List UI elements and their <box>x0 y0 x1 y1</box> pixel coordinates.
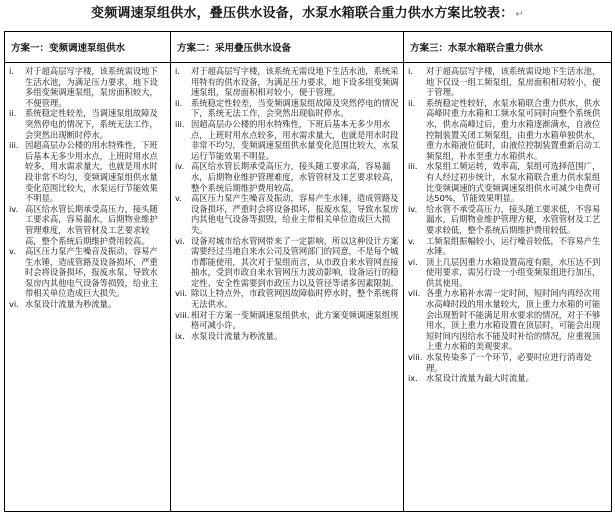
header-cell-plan-1 <box>5 32 171 63</box>
item-number: i. <box>175 66 180 76</box>
content-cell-plan-3 <box>404 63 612 512</box>
item-text: 系统稳定性较差，当调速泵组故障及突然停电的情况下，系统无法工作，会突然出现断时停水。 <box>25 108 158 140</box>
content-cell-plan-2 <box>171 63 404 512</box>
item-text: 系统稳定性较好，水泵水箱联合重力供水，供水高峰时重力水箱和工频水泵可同时向整个系统供水，供水高峰过后，重力水箱逐渐满水，自液位控制装置关闭工频泵组，由重力水箱单独供水，重力水箱液位低时，由液位控制装置重新启动工频泵组，补水至重力水箱供水。 <box>426 97 601 161</box>
header-plan-2: 方案二：采用叠压供水设备 <box>177 43 292 54</box>
list-item <box>175 161 399 193</box>
item-number: v. <box>408 235 415 246</box>
list-item <box>175 331 399 342</box>
list-item <box>408 66 607 98</box>
item-text: 高区给水管长期承受高压力，接头随工要求高，容易漏水，后期物业维护管理难度，水管管材及工艺要求较高，整个系统后期维护费用较高。 <box>191 161 399 193</box>
content-cell-plan-1 <box>5 63 171 512</box>
item-text: 水泵组工频运转，效率高，泵组可选择范围广，有人经过初步统计，水泵水箱联合重力供水泵组比变频调速的式变频调速泵组供水可减少电费可达50%，节能效果明显。 <box>426 161 601 204</box>
list-item <box>408 204 607 236</box>
list-item <box>408 98 607 162</box>
item-text: 工频泵组振幅较小，运行噪音较低，不容易产生水锤。 <box>426 235 601 257</box>
item-number: ii. <box>175 97 183 108</box>
item-text: 因超高层办公楼的用水特殊性，下班后基本无多少用水点，上班时用水点较多，用水需求量大，也就是用水时段非常不均匀，变频调速泵组供水量变化范围比较大，水泵运行节能效果不明显。 <box>25 140 158 204</box>
item-text: 设备对城市给水管网带来了一定影响，所以这种设计方案需要经过当地自来水公司及管网部门的同意，不是每个城市都能使用，其次对于泵组而言，从市政自来水管网直接抽水，受到市政自来水管网压力波动影响，设备运行的稳定性、安全性需要到市政压力以及管径等诸多因素限制。 <box>191 235 399 288</box>
item-number: i. <box>9 66 14 76</box>
item-number: iv. <box>175 161 185 172</box>
item-number: ii. <box>9 108 17 119</box>
item-number: vi. <box>9 299 19 310</box>
list-item <box>9 66 166 108</box>
item-text: 水泵设计流量为秒流量。 <box>25 299 117 310</box>
item-number: v. <box>175 193 182 204</box>
list-item <box>408 257 607 289</box>
list-item <box>9 299 166 310</box>
list-item <box>9 140 166 204</box>
list-item <box>408 161 607 203</box>
item-number: v. <box>9 246 16 257</box>
item-number: vi. <box>175 235 185 246</box>
item-number: iii. <box>9 140 19 151</box>
item-text: 高区压力泵产生噪音及振动，容易产生水锤，造成管路及设备损坏，严重时会将设备损坏，报废水泵，导致水泵房内其他电气设备等损毁，给业主带相关单位造成巨大损失。 <box>25 246 158 299</box>
item-text: 水泵设计流量为最大时流量。 <box>426 373 534 384</box>
header-cell-plan-2 <box>171 32 404 63</box>
item-number: ix. <box>408 373 418 384</box>
item-number: iv. <box>9 203 19 214</box>
list-item <box>9 246 166 299</box>
item-number: viii. <box>175 309 190 320</box>
item-number: viii. <box>408 352 423 363</box>
item-text: 高区给水管长期承受高压力，接头随工要求高，容易漏水，后期物业维护管理难度，水管管材及工艺要求较高，整个系统后期维护费用较高。 <box>25 203 158 246</box>
header-plan-1: 方案一：变频调速泵组供水 <box>11 43 126 54</box>
list-item <box>9 204 166 246</box>
item-text: 对于超高层写字楼，该系统需设地下生活水池，为满足压力要求，地下设多组变频调速泵组，泵房面积较大，不便管理。 <box>25 66 158 108</box>
list-item <box>175 193 399 235</box>
item-text: 给水管不承受高压力，接头随工要求低，不容易漏水，后期物业维护管理方便，水管管材及工艺要求较低，整个系统后期维护费用较低。 <box>426 203 601 235</box>
header-row <box>5 32 612 63</box>
item-text: 因超高层办公楼的用水特殊性，下班后基本无多少用水点，上班时用水点较多，用水需求量大，也就是用水时段非常不均匀，变频调速泵组供水量变化范围比较大，水泵运行节能效果不明显。 <box>191 118 399 161</box>
item-number: ii. <box>408 97 416 108</box>
item-text: 顶上几层因重力水箱设置高度有限，水压达不到使用要求，需另行设一小组变频泵组进行加压，供其使用。 <box>426 256 601 288</box>
list-item <box>408 373 607 384</box>
item-text: 对于超高层写字楼，该系统需设地下生活水池，地下仅设一组工频泵组，泵房面积相对较小，便于管理。 <box>426 66 601 98</box>
item-number: vii. <box>408 288 421 299</box>
item-text: 系统稳定性较差，当变频调速泵组故障及突然停电的情况下，系统无法工作，会突然出现临时停水。 <box>191 97 399 119</box>
item-number: ix. <box>175 330 185 341</box>
list-item <box>175 236 399 289</box>
item-list-plan-2 <box>175 66 399 341</box>
column-plan-2 <box>171 63 403 511</box>
item-text: 除以上特点外，市政管网因故障临时停水时，整个系统将无法供水。 <box>191 288 399 310</box>
comparison-table <box>4 31 612 512</box>
list-item <box>408 236 607 257</box>
page-title <box>0 2 615 21</box>
item-text: 各重力水箱补水需一定时间，短时间内再经次用水高峰时段的用水量较大，顶上重力水箱的可能会出现暂时不能满足用水要求的情况，对于不够用水，顶上重力水箱设置在顶层时，可能会出现短时间内因给水不能及时补给的情况，应重视顶上重力水箱的美观要求。 <box>426 288 601 352</box>
item-list-plan-1 <box>9 66 166 310</box>
list-item <box>175 119 399 161</box>
list-item <box>9 108 166 140</box>
item-number: vii. <box>175 288 188 299</box>
header-plan-3: 方案三：水泵水箱联合重力供水 <box>410 43 544 54</box>
item-text: 高区压力泵产生噪音及振动，容易产生水锤，造成管路及设备损坏，严重时会将设备损坏，报废水泵，导致水泵房内其他电气设备等损毁，给业主带相关单位造成巨大损失。 <box>191 193 399 235</box>
list-item <box>175 66 399 98</box>
list-item <box>175 310 399 331</box>
item-text: 水泵设计流量为秒流量。 <box>191 330 283 341</box>
item-list-plan-3 <box>408 66 607 384</box>
list-item <box>408 288 607 352</box>
list-item <box>175 288 399 309</box>
list-item <box>408 352 607 373</box>
item-number: iii. <box>408 161 418 172</box>
item-text: 对于超高层写字楼，该系统无需设地下生活水池，系统采用特有的供水设备，为满足压力要求，地下设多组变频调速泵组，泵房面积相对较小，便于管理。 <box>191 66 399 98</box>
column-plan-1 <box>5 63 170 511</box>
column-plan-3 <box>404 63 611 511</box>
header-cell-plan-3 <box>404 32 612 63</box>
item-number: iii. <box>175 118 185 129</box>
item-text: 水泵传染多了一个环节，必要时应进行消毒处理。 <box>426 352 592 373</box>
item-number: i. <box>408 66 413 76</box>
title-text: 变频调速泵组供水，叠压供水设备，水泵水箱联合重力供水方案比较表： <box>91 6 514 21</box>
item-text: 相对于方案一变频调速泵组供水，此方案变频调速泵组规格可减小许。 <box>191 309 399 331</box>
item-number: vi. <box>408 256 418 267</box>
item-number: iv. <box>408 203 418 214</box>
content-row <box>5 63 612 512</box>
paragraph-mark-icon: ↵ <box>515 9 524 20</box>
list-item <box>175 98 399 119</box>
